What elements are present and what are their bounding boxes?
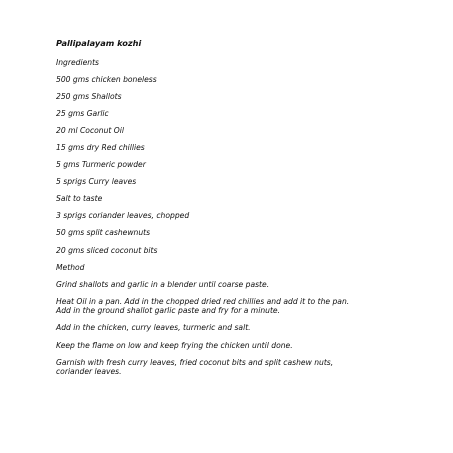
ingredient-item: 5 sprigs Curry leaves [56,177,137,187]
method-step [56,358,396,377]
method-step-line: Garnish with fresh curry leaves, fried coconut bits and split cashew nuts, [56,357,334,367]
ingredient-item: 20 ml Coconut Oil [56,125,124,135]
ingredient-item: 50 gms split cashewnuts [56,228,151,238]
ingredient-item: 3 sprigs coriander leaves, chopped [56,211,190,221]
ingredients-heading: Ingredients [56,57,100,67]
method-heading: Method [56,262,85,272]
ingredient-item: 25 gms Garlic [56,108,109,118]
ingredient-item: 15 gms dry Red chillies [56,142,145,152]
recipe-document [56,39,396,384]
method-step-line: Add in the chicken, curry leaves, turmeric and salt. [56,323,251,333]
method-step [56,323,396,333]
recipe-title: Pallipalayam kozhi [56,38,142,48]
ingredient-item: 250 gms Shallots [56,91,122,101]
method-step-line: Keep the flame on low and keep frying the chicken until done. [56,340,293,350]
method-step [56,280,396,290]
method-step-line: Grind shallots and garlic in a blender until coarse paste. [56,279,270,289]
method-step-line: Heat Oil in a pan. Add in the chopped dried red chillies and add it to the pan. [56,296,350,306]
ingredient-item: Salt to taste [56,194,103,204]
ingredient-item: 500 gms chicken boneless [56,74,157,84]
method-step [56,297,396,316]
method-step-line: coriander leaves. [56,367,122,377]
ingredient-item: 5 gms Turmeric powder [56,160,146,170]
ingredient-item: 20 gms sliced coconut bits [56,245,158,255]
method-step [56,341,396,351]
method-step-line: Add in the ground shallot garlic paste and fry for a minute. [56,306,281,316]
